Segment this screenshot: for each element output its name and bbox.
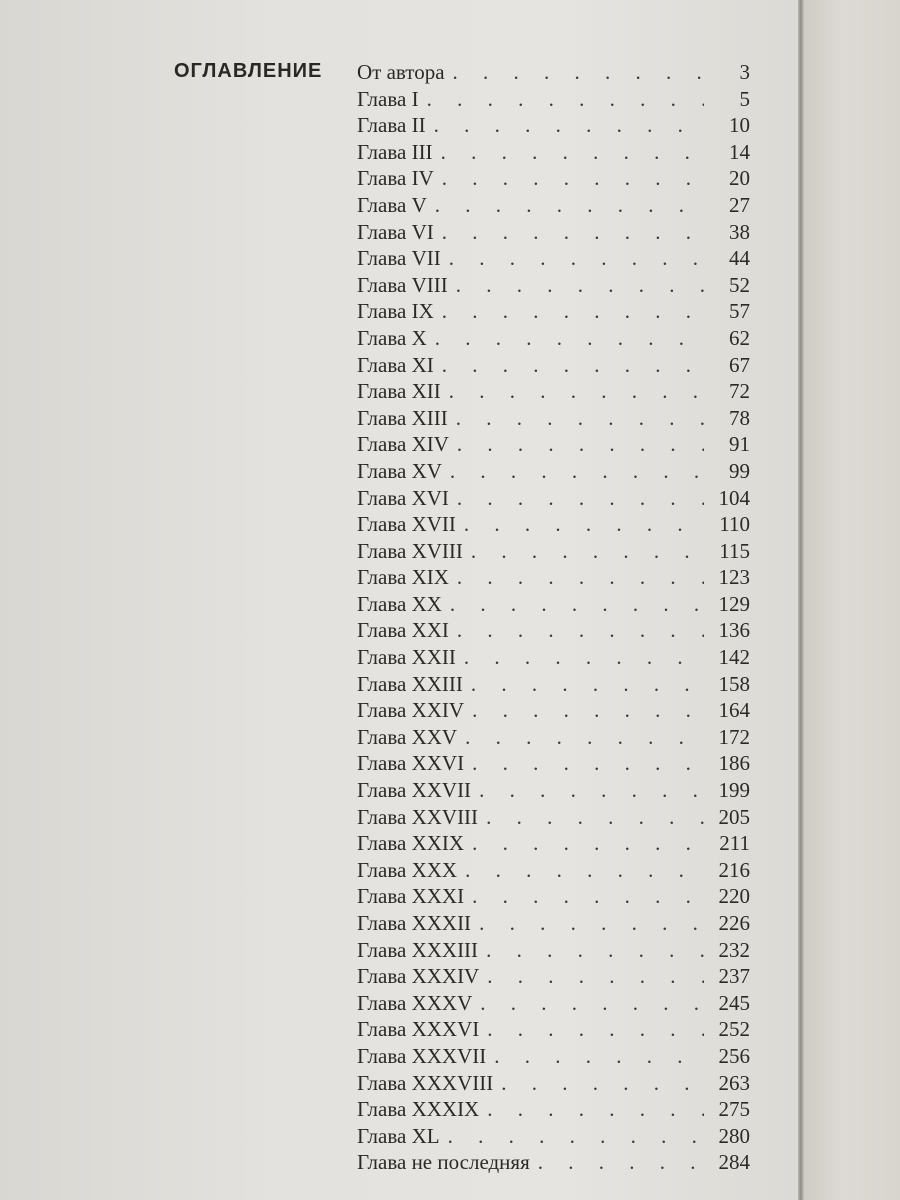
toc-entry-title: Глава XXX bbox=[357, 857, 458, 882]
toc-entry-title: Глава IV bbox=[357, 166, 434, 191]
toc-entry-title: Глава XVI bbox=[357, 485, 449, 510]
toc-entry-title: Глава XIII bbox=[357, 405, 448, 430]
toc-entry-title: Глава XIX bbox=[357, 565, 449, 590]
toc-entry-page-number: 10 bbox=[729, 113, 750, 138]
toc-entry-page-number: 20 bbox=[729, 166, 750, 191]
dot-leader bbox=[464, 644, 704, 671]
toc-entry-page-number: 14 bbox=[729, 139, 750, 164]
toc-entry-page-number: 263 bbox=[718, 1070, 750, 1095]
toc-entry bbox=[345, 697, 750, 724]
toc-entry bbox=[345, 617, 750, 644]
toc-entry-page-number: 226 bbox=[718, 911, 750, 935]
toc-entry bbox=[345, 591, 750, 618]
toc-entry-title: Глава X bbox=[357, 325, 427, 350]
dot-leader bbox=[442, 298, 704, 325]
adjacent-page-edge bbox=[804, 0, 900, 1200]
toc-entry bbox=[345, 1070, 750, 1097]
toc-entry-title: Глава XL bbox=[357, 1123, 440, 1148]
toc-entry bbox=[345, 671, 750, 698]
toc-entry bbox=[345, 139, 750, 166]
toc-entry bbox=[345, 86, 750, 113]
toc-entry bbox=[345, 192, 750, 219]
toc-entry bbox=[345, 883, 750, 910]
toc-entry-title: Глава XXIX bbox=[357, 831, 465, 856]
toc-entry-page-number: 5 bbox=[739, 86, 750, 111]
toc-entry bbox=[345, 431, 750, 458]
toc-entry bbox=[345, 405, 750, 432]
dot-leader bbox=[472, 697, 704, 724]
toc-entry-page-number: 211 bbox=[719, 831, 750, 856]
toc-entry-page-number: 252 bbox=[718, 1017, 750, 1042]
toc-entry bbox=[345, 485, 750, 512]
toc-entry-page-number: 186 bbox=[718, 751, 750, 776]
toc-entry-title: Глава XI bbox=[357, 352, 434, 377]
toc-entry-page-number: 164 bbox=[718, 698, 750, 723]
toc-entry-page-number: 142 bbox=[718, 645, 750, 670]
toc-entry bbox=[345, 937, 750, 964]
toc-entry bbox=[345, 910, 750, 937]
dot-leader bbox=[480, 990, 704, 1017]
dot-leader bbox=[494, 1043, 704, 1070]
toc-entry-title: Глава III bbox=[357, 139, 433, 164]
toc-entry-title: Глава IX bbox=[357, 299, 434, 324]
toc-entry-page-number: 123 bbox=[718, 565, 750, 590]
dot-leader bbox=[471, 671, 704, 698]
toc-entry bbox=[345, 219, 750, 246]
dot-leader bbox=[457, 485, 704, 512]
toc-entry-title: Глава XXXIII bbox=[357, 937, 479, 962]
toc-entry-title: Глава V bbox=[357, 192, 427, 217]
toc-entry-page-number: 220 bbox=[718, 884, 750, 909]
dot-leader bbox=[456, 272, 704, 299]
dot-leader bbox=[479, 910, 704, 937]
dot-leader bbox=[450, 458, 704, 485]
toc-entry-title: Глава XXIII bbox=[357, 671, 463, 696]
dot-leader bbox=[486, 937, 704, 964]
toc-entry-page-number: 275 bbox=[718, 1097, 750, 1122]
dot-leader bbox=[450, 591, 704, 618]
toc-heading: ОГЛАВЛЕНИЕ bbox=[174, 60, 323, 82]
dot-leader bbox=[456, 405, 704, 432]
toc-entry-title: От автора bbox=[357, 60, 445, 84]
toc-entry-page-number: 99 bbox=[729, 458, 750, 483]
toc-entry-title: Глава XVIII bbox=[357, 538, 463, 563]
toc-entry-title: Глава XX bbox=[357, 591, 442, 616]
toc-entry-page-number: 216 bbox=[718, 857, 750, 882]
toc-entry bbox=[345, 511, 750, 538]
toc-entry-page-number: 72 bbox=[729, 379, 750, 404]
toc-entry-title: Глава XXIV bbox=[357, 698, 465, 723]
toc-entry-page-number: 57 bbox=[729, 299, 750, 324]
dot-leader bbox=[479, 777, 704, 804]
dot-leader bbox=[442, 352, 704, 379]
dot-leader bbox=[472, 830, 704, 857]
toc-entry-page-number: 115 bbox=[719, 538, 750, 563]
toc-entry-page-number: 280 bbox=[718, 1123, 750, 1148]
toc-entry-title: Глава XXVI bbox=[357, 751, 465, 776]
toc-entry-page-number: 38 bbox=[729, 219, 750, 244]
dot-leader bbox=[486, 804, 704, 831]
toc-entry-title: Глава XXXIX bbox=[357, 1097, 480, 1122]
toc-entry-title: Глава XXXI bbox=[357, 884, 465, 909]
toc-entry-title: Глава II bbox=[357, 113, 426, 138]
toc-entry bbox=[345, 352, 750, 379]
toc-entry-title: Глава VII bbox=[357, 246, 441, 271]
toc-entry-page-number: 27 bbox=[729, 192, 750, 217]
toc-entry-page-number: 91 bbox=[729, 432, 750, 457]
toc-entry bbox=[345, 750, 750, 777]
dot-leader bbox=[457, 617, 704, 644]
toc-entry-page-number: 104 bbox=[718, 485, 750, 510]
toc-entry bbox=[345, 857, 750, 884]
toc-entry-title: Глава XXXIV bbox=[357, 964, 480, 989]
toc-entry-page-number: 44 bbox=[729, 246, 750, 271]
dot-leader bbox=[427, 86, 704, 113]
dot-leader bbox=[487, 963, 704, 990]
dot-leader bbox=[487, 1016, 704, 1043]
toc-entry-title: Глава XXV bbox=[357, 724, 458, 749]
toc-entry bbox=[345, 1096, 750, 1123]
dot-leader bbox=[448, 1123, 704, 1150]
dot-leader bbox=[465, 857, 704, 884]
toc-entry-title: Глава XVII bbox=[357, 512, 456, 537]
dot-leader bbox=[442, 165, 704, 192]
toc-entry-title: Глава XXXV bbox=[357, 990, 473, 1015]
toc-entry bbox=[345, 272, 750, 299]
toc-entry-page-number: 245 bbox=[718, 990, 750, 1015]
toc-entry-page-number: 3 bbox=[739, 60, 750, 84]
toc-entry bbox=[345, 378, 750, 405]
toc-entry bbox=[345, 830, 750, 857]
toc-entry-title: Глава XXXII bbox=[357, 911, 472, 935]
toc-entry-page-number: 237 bbox=[718, 964, 750, 989]
toc-entry-title: Глава XXXVII bbox=[357, 1043, 487, 1068]
toc-entry-page-number: 110 bbox=[719, 512, 750, 537]
toc-entry bbox=[345, 325, 750, 352]
dot-leader bbox=[464, 511, 704, 538]
toc-entry bbox=[345, 298, 750, 325]
dot-leader bbox=[457, 431, 704, 458]
dot-leader bbox=[435, 192, 704, 219]
toc-entry bbox=[345, 1123, 750, 1150]
toc-entry-title: Глава XIV bbox=[357, 432, 449, 457]
toc-entry-page-number: 256 bbox=[718, 1043, 750, 1068]
dot-leader bbox=[501, 1070, 704, 1097]
toc-entry-page-number: 78 bbox=[729, 405, 750, 430]
dot-leader bbox=[449, 245, 704, 272]
dot-leader bbox=[442, 219, 704, 246]
toc-entry bbox=[345, 1016, 750, 1043]
dot-leader bbox=[538, 1149, 704, 1176]
toc-entry bbox=[345, 963, 750, 990]
toc-entry-page-number: 62 bbox=[729, 325, 750, 350]
dot-leader bbox=[472, 750, 704, 777]
dot-leader bbox=[434, 112, 704, 139]
dot-leader bbox=[441, 139, 704, 166]
toc-entry-title: Глава I bbox=[357, 86, 419, 111]
toc-entry bbox=[345, 644, 750, 671]
toc-entry bbox=[345, 112, 750, 139]
dot-leader bbox=[465, 724, 704, 751]
toc-entry-page-number: 232 bbox=[718, 937, 750, 962]
dot-leader bbox=[472, 883, 704, 910]
toc-entry bbox=[345, 245, 750, 272]
toc-entry-title: Глава XXI bbox=[357, 618, 449, 643]
toc-entry-page-number: 172 bbox=[718, 724, 750, 749]
toc-entry-title: Глава XXII bbox=[357, 645, 456, 670]
toc-entry-page-number: 284 bbox=[718, 1150, 750, 1175]
toc-entry-title: Глава XXXVIII bbox=[357, 1070, 494, 1095]
toc-entry bbox=[345, 1149, 750, 1176]
toc-entry bbox=[345, 777, 750, 804]
toc-entry-title: Глава XXVII bbox=[357, 778, 472, 803]
toc-entry bbox=[345, 564, 750, 591]
toc-entry bbox=[345, 724, 750, 751]
toc-entry bbox=[345, 165, 750, 192]
toc-entry-title: Глава XXVIII bbox=[357, 804, 479, 829]
toc-entry-page-number: 158 bbox=[718, 671, 750, 696]
toc-entry-page-number: 52 bbox=[729, 272, 750, 297]
toc-entry-title: Глава XII bbox=[357, 379, 441, 404]
dot-leader bbox=[435, 325, 704, 352]
dot-leader bbox=[453, 59, 704, 86]
dot-leader bbox=[457, 564, 704, 591]
toc-entry-page-number: 136 bbox=[718, 618, 750, 643]
dot-leader bbox=[471, 538, 704, 565]
table-of-contents bbox=[345, 59, 750, 1176]
toc-entry-page-number: 67 bbox=[729, 352, 750, 377]
toc-entry bbox=[345, 538, 750, 565]
toc-entry bbox=[345, 990, 750, 1017]
toc-entry-page-number: 129 bbox=[718, 591, 750, 616]
toc-entry bbox=[345, 804, 750, 831]
toc-entry-page-number: 199 bbox=[718, 778, 750, 803]
toc-entry bbox=[345, 458, 750, 485]
toc-entry-title: Глава XXXVI bbox=[357, 1017, 480, 1042]
toc-entry-title: Глава VI bbox=[357, 219, 434, 244]
toc-entry bbox=[345, 59, 750, 86]
toc-entry-title: Глава XV bbox=[357, 458, 442, 483]
toc-entry bbox=[345, 1043, 750, 1070]
dot-leader bbox=[487, 1096, 704, 1123]
toc-entry-title: Глава не последняя bbox=[357, 1150, 530, 1175]
toc-entry-title: Глава VIII bbox=[357, 272, 448, 297]
dot-leader bbox=[449, 378, 704, 405]
toc-entry-page-number: 205 bbox=[718, 804, 750, 829]
